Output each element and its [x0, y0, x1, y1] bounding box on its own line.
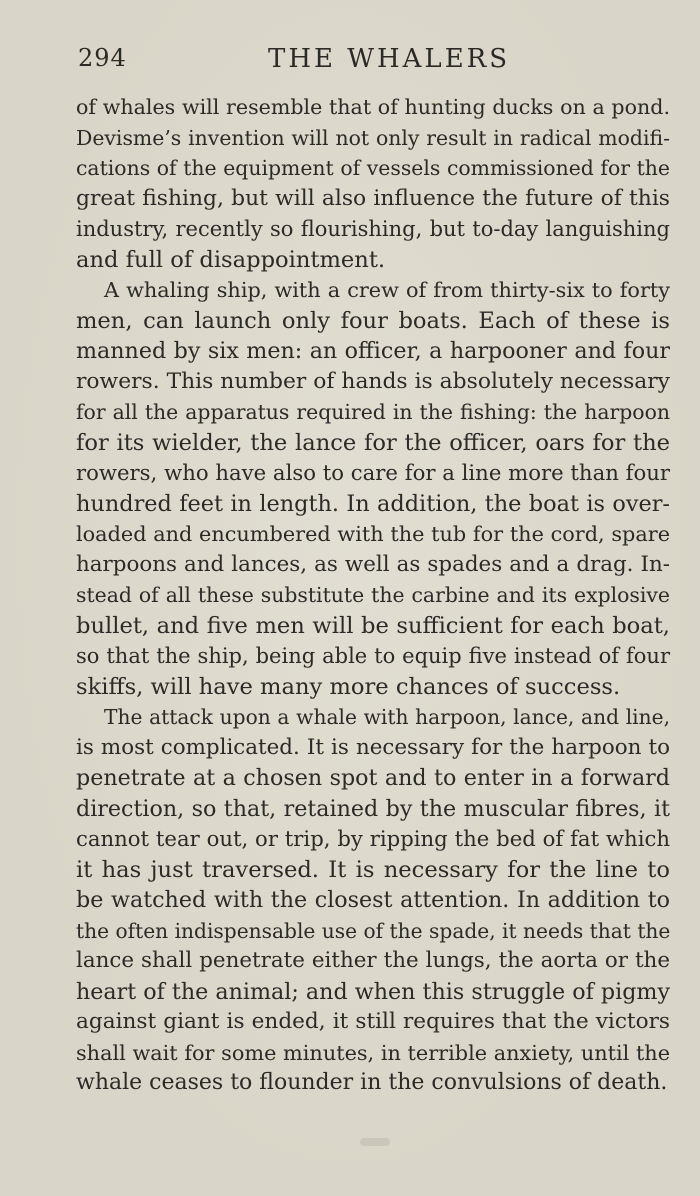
text-line: the often indispensable use of the spade, it needs that the	[76, 918, 671, 943]
text-line: it has just traversed. It is necessary for the line to	[76, 856, 670, 883]
text-line: men, can launch only four boats. Each of these is	[76, 307, 670, 334]
text-line: heart of the animal; and when this struggle of pigmy	[76, 978, 670, 1005]
text-line: penetrate at a chosen spot and to enter in a forward	[76, 765, 670, 791]
text-line: loaded and encumbered with the tub for the cord, spare	[76, 522, 670, 546]
text-line: bullet, and five men will be sufficient for each boat,	[76, 612, 670, 639]
text-line: cations of the equipment of vessels commissioned for the	[76, 156, 670, 180]
text-line: harpoons and lances, as well as spades and a drag. In-	[76, 551, 670, 577]
text-line: The attack upon a whale with harpoon, lance, and line,	[104, 705, 670, 729]
running-title: THE WHALERS	[268, 44, 511, 74]
text-line: A whaling ship, with a crew of from thirty-six to forty	[104, 278, 670, 302]
text-line: rowers. This number of hands is absolutely necessary	[76, 368, 670, 394]
text-line: whale ceases to flounder in the convulsions of death.	[76, 1070, 668, 1095]
text-line: direction, so that, retained by the muscular fibres, it	[76, 795, 670, 822]
text-line: great fishing, but will also influence the future of this	[76, 185, 670, 211]
text-line: is most complicated. It is necessary for the harpoon to	[76, 734, 670, 760]
page-number: 294	[78, 44, 127, 72]
text-line: for all the apparatus required in the fishing: the harpoon	[76, 400, 670, 424]
text-line: hundred feet in length. In addition, the boat is over-	[76, 490, 670, 517]
text-line: shall wait for some minutes, in terrible anxiety, until the	[76, 1040, 670, 1065]
text-line: against giant is ended, it still requires that the victors	[76, 1009, 670, 1034]
page-smudge	[360, 1138, 390, 1146]
paragraph-1	[76, 92, 670, 275]
text-line: of whales will resemble that of hunting ducks on a pond.	[76, 95, 670, 119]
text-line: so that the ship, being able to equip five instead of four	[76, 644, 670, 668]
text-line: be watched with the closest attention. In addition to	[76, 887, 670, 913]
page-header	[78, 44, 598, 80]
text-line: rowers, who have also to care for a line more than four	[76, 460, 670, 485]
text-line: manned by six men: an officer, a harpooner and four	[76, 338, 670, 364]
paragraph-3	[76, 702, 670, 1099]
text-line: lance shall penetrate either the lungs, the aorta or the	[76, 948, 670, 973]
paragraph-2	[76, 275, 670, 702]
text-line: Devisme’s invention will not only result in radical modifi-	[76, 125, 670, 150]
body-text	[76, 92, 670, 1099]
text-line: cannot tear out, or trip, by ripping the bed of fat which	[76, 826, 670, 851]
text-line: stead of all these substitute the carbine and its explosive	[76, 583, 670, 607]
text-line: and full of disappointment.	[76, 246, 386, 273]
text-line: for its wielder, the lance for the officer, oars for the	[76, 429, 670, 456]
text-line: industry, recently so flourishing, but to-day languishing	[76, 217, 670, 241]
text-line: skiffs, will have many more chances of success.	[76, 673, 621, 700]
